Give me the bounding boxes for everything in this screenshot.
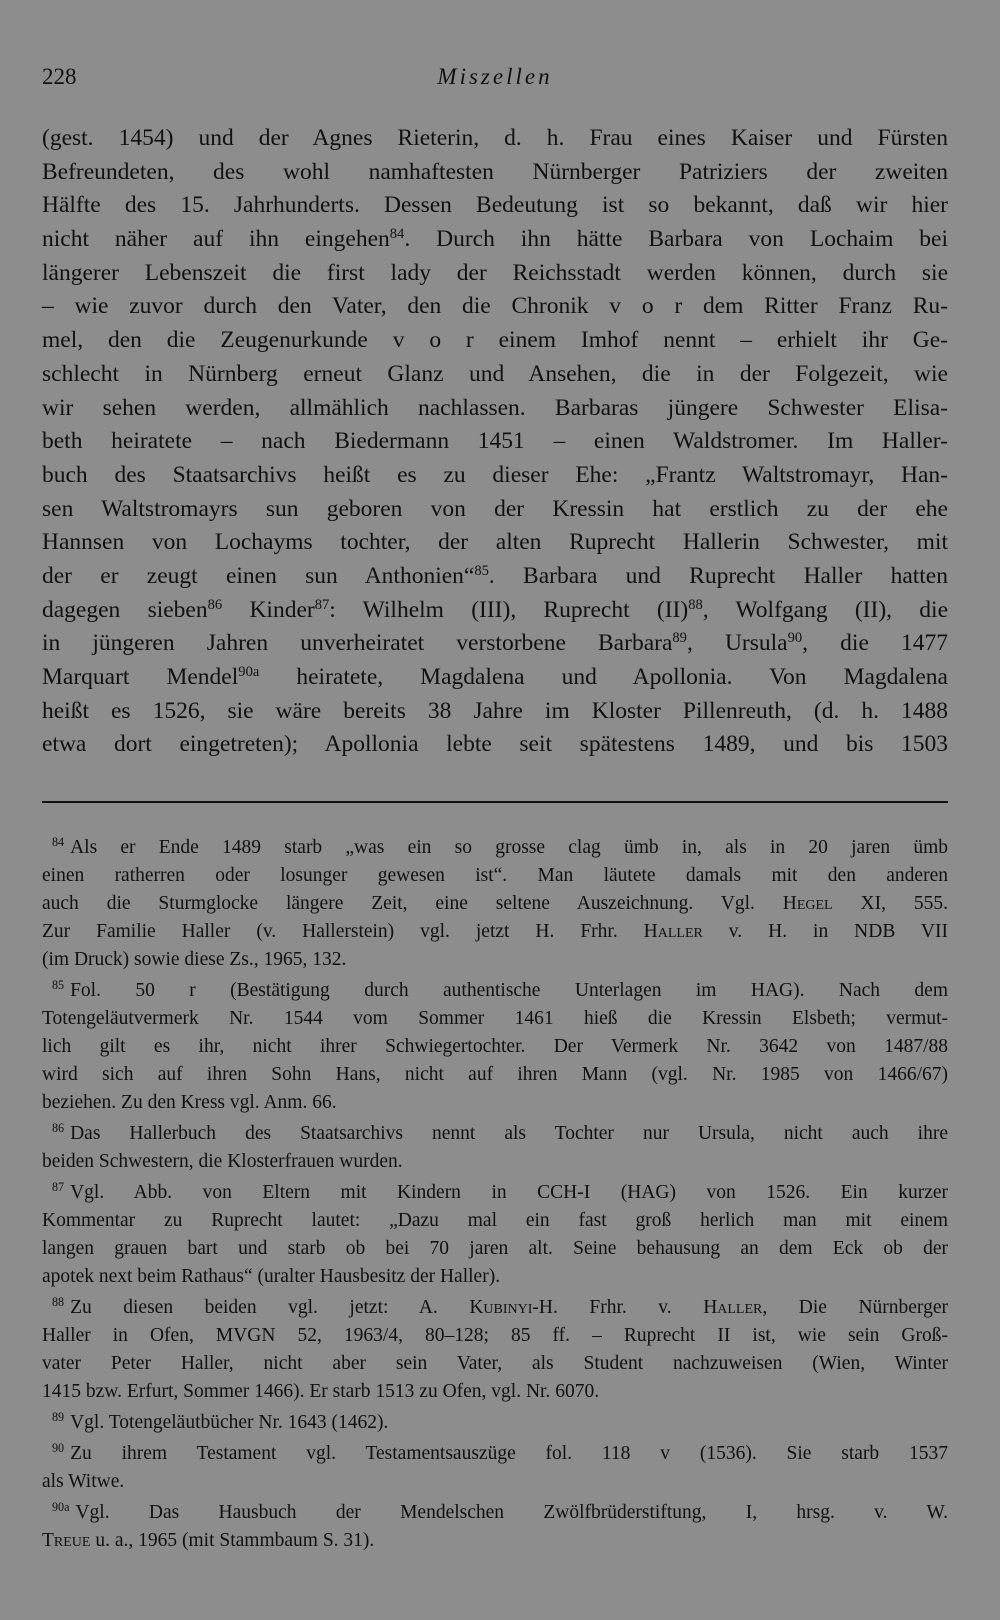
text-line: buch des Staatsarchivs heißt es zu dieser Ehe: „Frantz Waltstromayr, Han- bbox=[42, 461, 948, 488]
footnote-line: beiden Schwestern, die Klosterfrauen wurden. bbox=[42, 1151, 403, 1172]
footnote-line: Zur Familie Haller (v. Hallerstein) vgl. jetzt H. Frhr. Haller v. H. in NDB VII bbox=[42, 921, 948, 942]
footnote-number: 88 bbox=[52, 1295, 65, 1310]
text-line: schlecht in Nürnberg erneut Glanz und Ansehen, die in der Folgezeit, wie bbox=[42, 360, 948, 387]
running-header bbox=[42, 64, 948, 98]
footnote-ref: 87 bbox=[314, 596, 330, 613]
text-line: der er zeugt einen sun Anthonien“$^{85}$. Barbara und Ruprecht Haller hatten bbox=[42, 562, 948, 589]
footnote-ref: 90 bbox=[787, 630, 803, 647]
text-line: längerer Lebenszeit die first lady der Reichsstadt werden können, durch sie bbox=[42, 259, 948, 286]
footnote-line: langen grauen bart und starb ob bei 70 jaren alt. Seine behausung an dem Eck ob der bbox=[42, 1238, 948, 1259]
footnote-line: $^{86}$ Das Hallerbuch des Staatsarchivs nennt als Tochter nur Ursula, nicht auch ihre bbox=[52, 1121, 948, 1144]
footnote-line: $^{90a}$ Vgl. Das Hausbuch der Mendelschen Zwölfbrüderstiftung, I, hrsg. v. W. bbox=[52, 1500, 948, 1523]
text-line: Marquart Mendel$^{90a}$ heiratete, Magdalena und Apollonia. Von Magdalena bbox=[42, 664, 948, 690]
text-line: mel, den die Zeugenurkunde v o r einem Imhof nennt – erhielt ihr Ge- bbox=[42, 327, 948, 354]
footnote-line: lich gilt es ihr, nicht ihrer Schwiegertochter. Der Vermerk Nr. 3642 von 1487/88 bbox=[42, 1036, 948, 1057]
footnote-line: Totengeläutvermerk Nr. 1544 vom Sommer 1461 hieß die Kressin Elsbeth; vermut- bbox=[42, 1008, 948, 1029]
footnote-line: Kommentar zu Ruprecht lautet: „Dazu mal ein fast groß herlich man mit einem bbox=[42, 1210, 948, 1231]
footnote-ref: 84 bbox=[389, 226, 405, 243]
text-line: Hälfte des 15. Jahrhunderts. Dessen Bedeutung ist so bekannt, daß wir hier bbox=[42, 192, 948, 219]
footnote-line: $^{85}$ Fol. 50 r (Bestätigung durch authentische Unterlagen im HAG). Nach dem bbox=[52, 978, 948, 1001]
footnote-line: als Witwe. bbox=[42, 1471, 125, 1492]
footnote-line: einen ratherren oder losunger gewesen ist“. Man läutete damals mit den anderen bbox=[42, 865, 948, 886]
footnote-ref: 90a bbox=[238, 664, 260, 680]
text-line: Befreundeten, des wohl namhaftesten Nürnberger Patriziers der zweiten bbox=[42, 158, 948, 185]
footnote-line: Haller in Ofen, MVGN 52, 1963/4, 80–128; 85 ff. – Ruprecht II ist, wie sein Groß- bbox=[42, 1325, 948, 1346]
footnote-number: 86 bbox=[52, 1121, 65, 1136]
footnote-number: 87 bbox=[52, 1180, 65, 1195]
text-line: etwa dort eingetreten); Apollonia lebte seit spätestens 1489, und bis 1503 bbox=[42, 731, 948, 758]
footnote-ref: 89 bbox=[672, 630, 687, 647]
footnote-line: apotek next beim Rathaus“ (uralter Hausbesitz der Haller). bbox=[42, 1266, 501, 1287]
text-line: (gest. 1454) und der Agnes Rieterin, d. h. Frau eines Kaiser und Fürsten bbox=[42, 125, 948, 151]
footnote-number: 89 bbox=[52, 1410, 65, 1425]
main-text bbox=[42, 122, 948, 762]
footnote-line: (im Druck) sowie diese Zs., 1965, 132. bbox=[42, 949, 347, 970]
footnote-line: auch die Sturmglocke längere Zeit, eine seltene Auszeichnung. Vgl. Hegel XI, 555. bbox=[42, 893, 948, 914]
text-line: Hannsen von Lochayms tochter, der alten Ruprecht Hallerin Schwester, mit bbox=[42, 529, 948, 556]
footnote-line: $^{90}$ Zu ihrem Testament vgl. Testamentsauszüge fol. 118 v (1536). Sie starb 1537 bbox=[52, 1441, 948, 1464]
footnote-ref: 88 bbox=[688, 596, 703, 613]
footnote-line: Treue u. a., 1965 (mit Stammbaum S. 31). bbox=[42, 1530, 375, 1551]
running-title: Miszellen bbox=[437, 64, 553, 89]
footnote-ref: 86 bbox=[207, 596, 223, 613]
footnote-line: 1415 bzw. Erfurt, Sommer 1466). Er starb 1513 zu Ofen, vgl. Nr. 6070. bbox=[42, 1381, 600, 1402]
footnote-line: $^{88}$ Zu diesen beiden vgl. jetzt: A. Kubinyi-H. Frhr. v. Haller, Die Nürnberger bbox=[52, 1295, 948, 1318]
page-number: 228 bbox=[42, 64, 77, 89]
text-line: – wie zuvor durch den Vater, den die Chronik v o r dem Ritter Franz Ru- bbox=[42, 293, 948, 320]
text-line: in jüngeren Jahren unverheiratet verstorbene Barbara$^{89}$, Ursula$^{90}$, die 1477 bbox=[42, 630, 948, 657]
footnote-number: 85 bbox=[52, 978, 65, 993]
text-line: sen Waltstromayrs sun geboren von der Kressin hat erstlich zu der ehe bbox=[42, 495, 948, 522]
text-line: beth heiratete – nach Biedermann 1451 – einen Waldstromer. Im Haller- bbox=[42, 428, 948, 455]
footnote-number: 90a bbox=[52, 1500, 70, 1515]
footnote-number: 90 bbox=[52, 1441, 65, 1456]
footnote-line: wird sich auf ihren Sohn Hans, nicht auf ihren Mann (vgl. Nr. 1985 von 1466/67) bbox=[42, 1064, 948, 1085]
text-line: nicht näher auf ihn eingehen$^{84}$. Durch ihn hätte Barbara von Lochaim bei bbox=[42, 226, 949, 253]
text-line: heißt es 1526, sie wäre bereits 38 Jahre im Kloster Pillenreuth, (d. h. 1488 bbox=[42, 697, 948, 724]
footnote-separator bbox=[42, 801, 948, 803]
footnotes bbox=[42, 834, 948, 1555]
footnote-line: beziehen. Zu den Kress vgl. Anm. 66. bbox=[42, 1092, 337, 1113]
footnote-ref: 85 bbox=[474, 562, 489, 579]
footnote-number: 84 bbox=[52, 835, 65, 850]
footnote-line: $^{87}$ Vgl. Abb. von Eltern mit Kindern in CCH-I (HAG) von 1526. Ein kurzer bbox=[52, 1180, 948, 1203]
text-line: wir sehen werden, allmählich nachlassen. Barbaras jüngere Schwester Elisa- bbox=[42, 394, 948, 421]
text-line: dagegen sieben$^{86}$ Kinder$^{87}$: Wilhelm (III), Ruprecht (II)$^{88}$, Wolfgang (II), die bbox=[42, 596, 949, 623]
footnote-line: $^{84}$ Als er Ende 1489 starb „was ein so grosse clag ümb in, als in 20 jaren ümb bbox=[52, 835, 948, 858]
footnote-line: vater Peter Haller, nicht aber sein Vater, als Student nachzuweisen (Wien, Winter bbox=[42, 1353, 948, 1374]
footnote-line: $^{89}$ Vgl. Totengeläutbücher Nr. 1643 (1462). bbox=[52, 1410, 389, 1433]
